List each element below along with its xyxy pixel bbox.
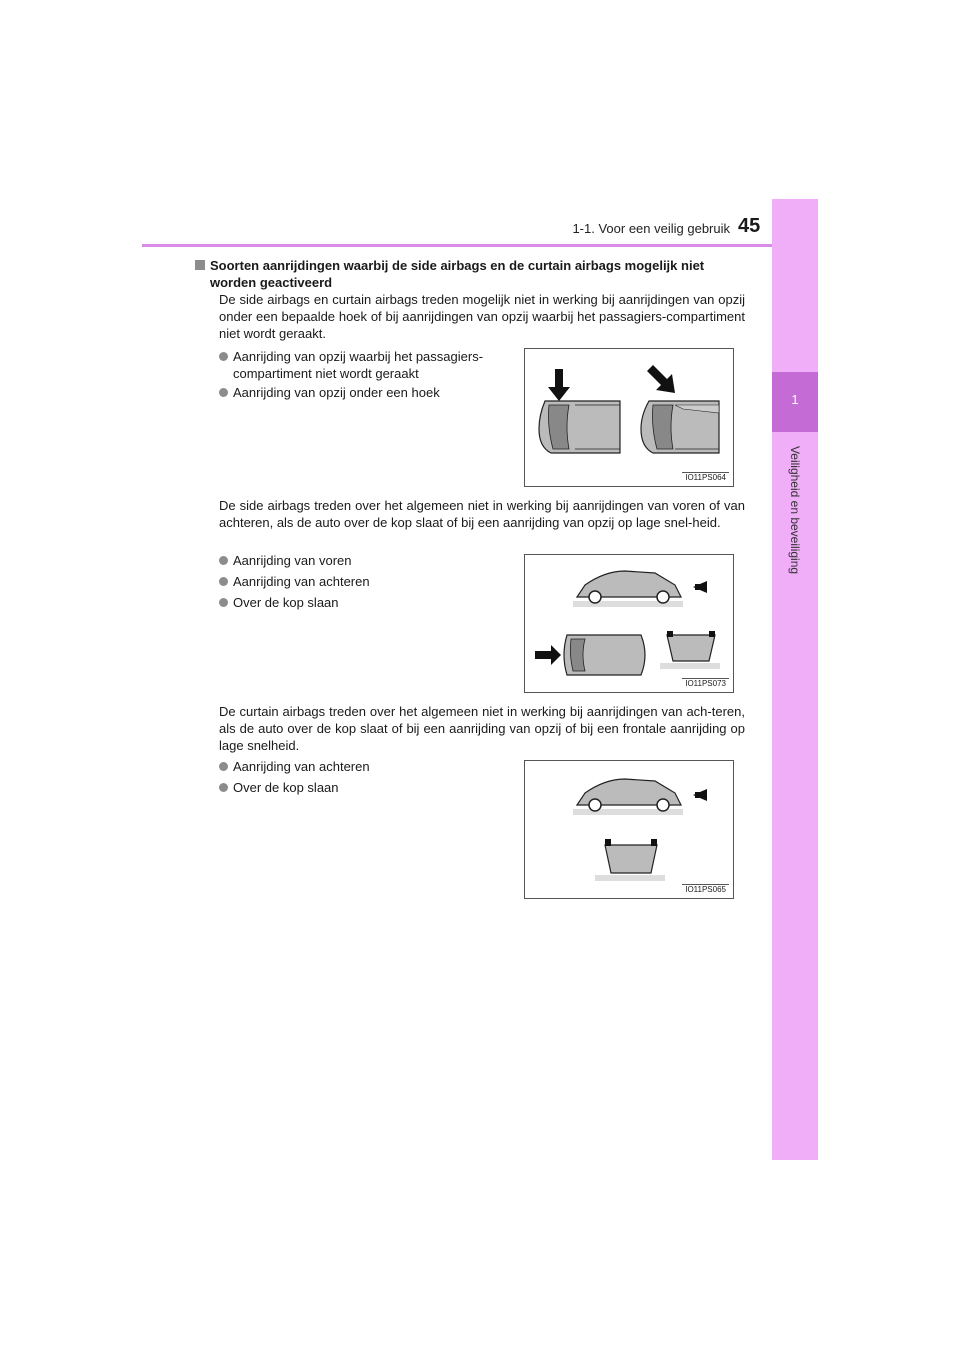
overturned-car-icon	[667, 635, 715, 661]
overturned-car-icon	[605, 845, 657, 873]
arrow-icon	[548, 369, 570, 401]
figure-id: IO11PS064	[682, 472, 729, 482]
section-title: 1-1. Voor een veilig gebruik	[572, 221, 730, 236]
list-item-text: Aanrijding van voren	[233, 553, 352, 568]
section-heading-text: Soorten aanrijdingen waarbij de side airbags en de curtain airbags mogelijk niet worden geactiveerd	[210, 258, 705, 290]
intro-paragraph: De side airbags en curtain airbags treden mogelijk niet in werking bij aanrijdingen van opzij onder een bepaalde hoek of bij aanrijdingen van opzij waarbij het passagiers-compartiment niet wordt geraakt.	[219, 292, 745, 341]
bullet-icon	[219, 388, 228, 397]
bullet-icon	[219, 783, 228, 792]
list-item-text-continued: compartiment niet wordt geraakt	[233, 366, 419, 381]
chapter-sidebar	[772, 199, 818, 1160]
side-impact-illustration	[525, 349, 733, 486]
paragraph: De side airbags treden over het algemeen niet in werking bij aanrijdingen van voren of van achteren, als de auto over de kop slaat of bij een aanrijding van opzij op lage snel-heid.	[219, 498, 745, 530]
figure-id: IO11PS065	[682, 884, 729, 894]
figure-rear-rollover	[524, 760, 734, 899]
header-rule	[142, 244, 818, 247]
list-item-text: Over de kop slaan	[233, 780, 339, 795]
list-item-text: Aanrijding van opzij onder een hoek	[233, 385, 440, 400]
bullet-icon	[219, 762, 228, 771]
figure-id: IO11PS073	[682, 678, 729, 688]
square-bullet-icon	[195, 260, 205, 270]
list-item	[219, 594, 339, 611]
section-heading	[210, 257, 746, 291]
figure-front-rear-rollover	[524, 554, 734, 693]
bullet-icon	[219, 352, 228, 361]
list-item-text: Aanrijding van achteren	[233, 759, 370, 774]
figure-side-impact	[524, 348, 734, 487]
arrow-icon	[535, 645, 561, 665]
chapter-label: Veiligheid en beveiliging	[788, 445, 802, 575]
list-item	[219, 348, 509, 382]
list-item-text: Over de kop slaan	[233, 595, 339, 610]
page-number: 45	[738, 215, 761, 237]
list-item	[219, 758, 370, 775]
bullet-icon	[219, 556, 228, 565]
arrow-icon	[647, 365, 675, 393]
list-item	[219, 573, 370, 590]
list-item	[219, 779, 339, 796]
list-item-text: Aanrijding van achteren	[233, 574, 370, 589]
list-item	[219, 552, 352, 569]
bullet-icon	[219, 577, 228, 586]
chapter-number: 1	[791, 392, 799, 407]
list-item-text: Aanrijding van opzij waarbij het passagiers-	[233, 349, 484, 364]
bullet-icon	[219, 598, 228, 607]
rear-rollover-illustration	[525, 761, 733, 898]
front-rear-rollover-illustration	[525, 555, 733, 692]
list-item	[219, 384, 440, 401]
paragraph: De curtain airbags treden over het algemeen niet in werking bij aanrijdingen van ach-teren, als de auto over de kop slaat of bij een aanrijding van opzij of bij een frontale aanrijding op lage snelheid.	[219, 704, 745, 753]
